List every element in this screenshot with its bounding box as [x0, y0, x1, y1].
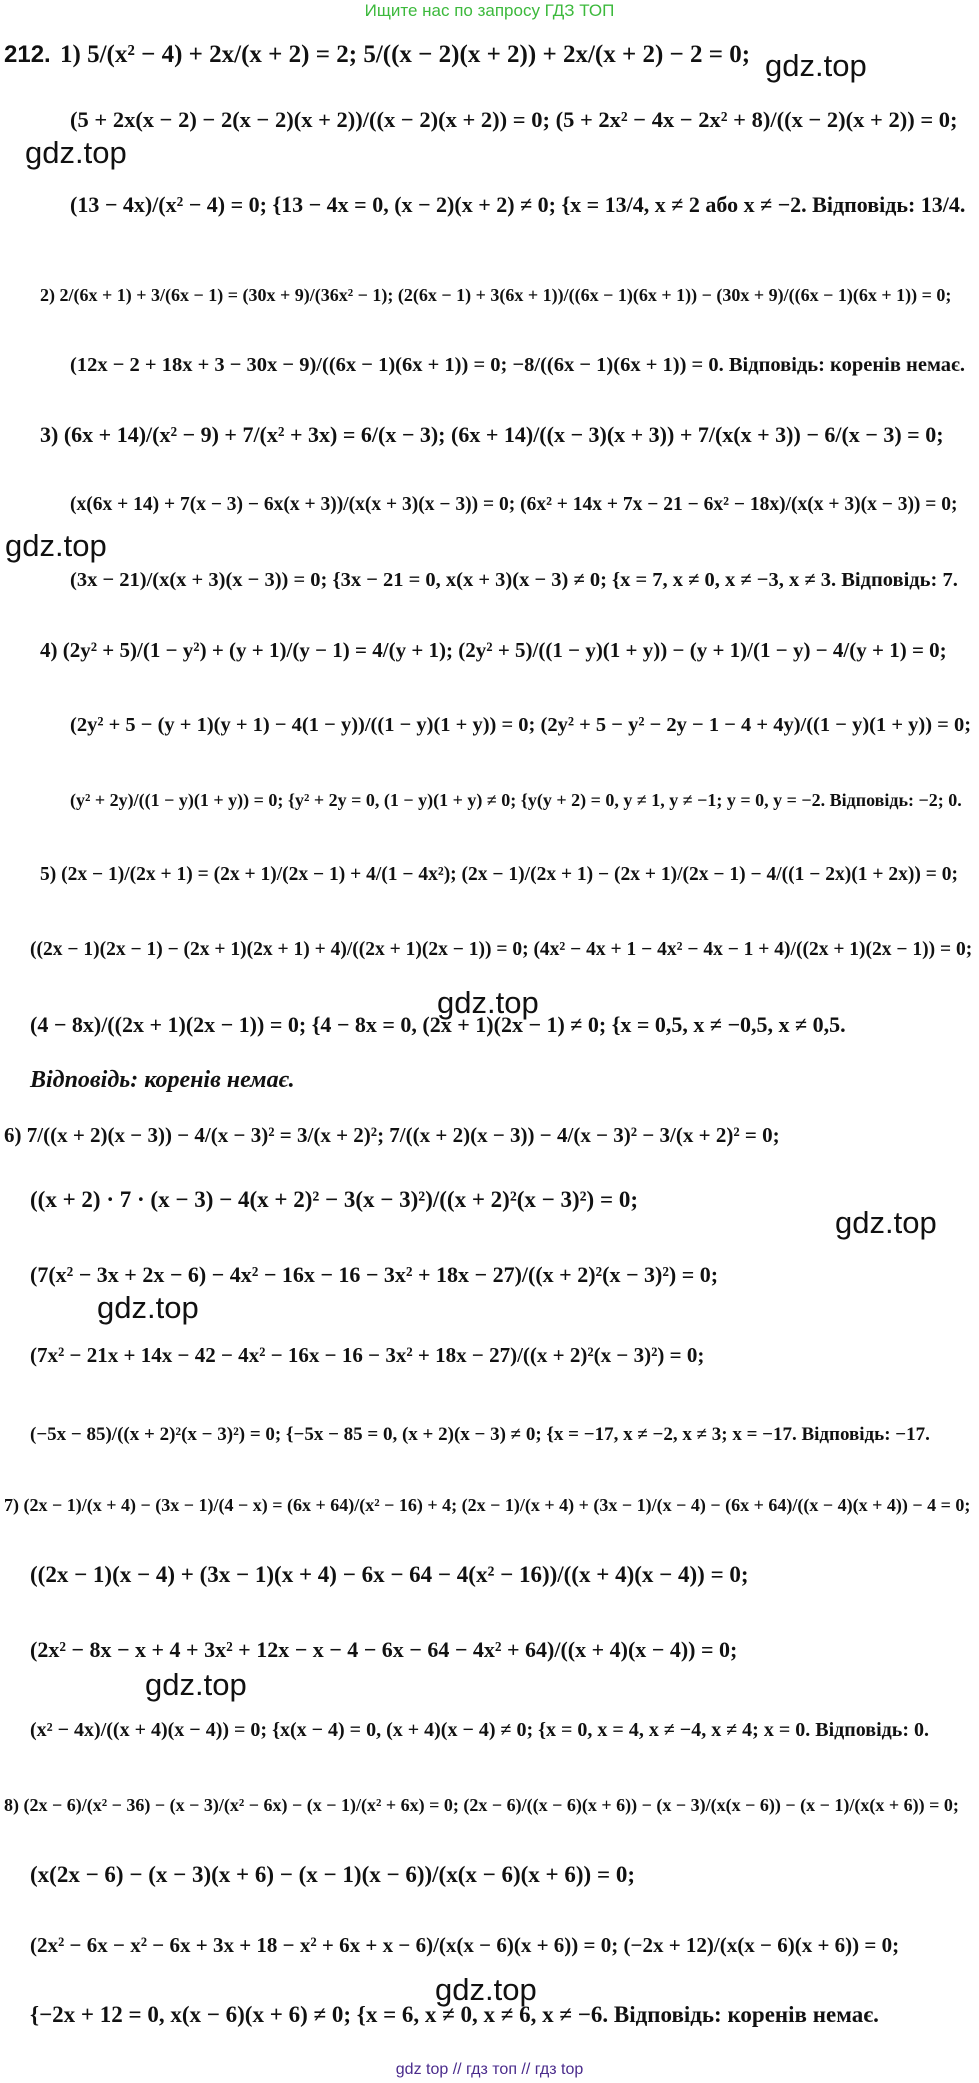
- problem-number: 212.: [4, 41, 51, 68]
- solution-line-27: {−2x + 12 = 0, x(x − 6)(x + 6) ≠ 0; {x = 6, x ≠ 0, x ≠ 6, x ≠ −6. Відповідь: коренів немає.: [30, 2002, 879, 2027]
- solution-line-10: (2y² + 5 − (y + 1)(y + 1) − 4(1 − y))/((1 − y)(1 + y)) = 0; (2y² + 5 − y² − 2y − 1 − 4 + 4y)/((1 − y)(1 + y)) = 0;: [70, 714, 972, 736]
- header-search-link[interactable]: Ищите нас по запросу ГДЗ ТОП: [364, 1, 615, 20]
- solution-line-11: (y² + 2y)/((1 − y)(1 + y)) = 0; {y² + 2y = 0, (1 − y)(1 + y) ≠ 0; {y(y + 2) = 0, y ≠ 1, y ≠ −1; y = 0, y = −2. Відповідь: −2; 0.: [70, 790, 962, 810]
- solution-line-17: (7(x² − 3x + 2x − 6) − 4x² − 16x − 16 − 3x² + 18x − 27)/((x + 2)²(x − 3)²) = 0;: [30, 1262, 719, 1287]
- solution-line-20: 7) (2x − 1)/(x + 4) − (3x − 1)/(4 − x) = (6x + 64)/(x² − 16) + 4; (2x − 1)/(x + 4) + (3x − 1)/(x − 4) − (6x + 64)/((x − 4)(x + 4)) − 4 = 0;: [4, 1495, 971, 1515]
- solution-line-24: 8) (2x − 6)/(x² − 36) − (x − 3)/(x² − 6x) − (x − 1)/(x² + 6x) = 0; (2x − 6)/((x − 6)(x + 6)) − (x − 3)/(x(x − 6)) − (x − 1)/(x(x + 6)) = 0;: [4, 1795, 959, 1815]
- solution-line-2: (5 + 2x(x − 2) − 2(x − 2)(x + 2))/((x − 2)(x + 2)) = 0; (5 + 2x² − 4x − 2x² + 8)/((x − 2)(x + 2)) = 0;: [70, 107, 958, 132]
- watermark: gdz.top: [25, 135, 127, 170]
- watermark: gdz.top: [765, 48, 867, 83]
- solution-line-5: (12x − 2 + 18x + 3 − 30x − 9)/((6x − 1)(6x + 1)) = 0; −8/((6x − 1)(6x + 1)) = 0. Відповідь: коренів немає.: [70, 354, 966, 376]
- solution-line-7: (x(6x + 14) + 7(x − 3) − 6x(x + 3))/(x(x + 3)(x − 3)) = 0; (6x² + 14x + 7x − 21 − 6x² − 18x)/(x(x + 3)(x − 3)) = 0;: [70, 494, 958, 515]
- watermark: gdz.top: [5, 528, 107, 563]
- solution-line-8: (3x − 21)/(x(x + 3)(x − 3)) = 0; {3x − 21 = 0, x(x + 3)(x − 3) ≠ 0; {x = 7, x ≠ 0, x ≠ −3, x ≠ 3. Відповідь: 7.: [70, 569, 958, 591]
- solution-line-23: (x² − 4x)/((x + 4)(x − 4)) = 0; {x(x − 4) = 0, (x + 4)(x − 4) ≠ 0; {x = 0, x = 4, x ≠ −4, x ≠ 4; x = 0. Відповідь: 0.: [30, 1719, 929, 1741]
- watermark: gdz.top: [437, 985, 539, 1020]
- solution-line-19: (−5x − 85)/((x + 2)²(x − 3)²) = 0; {−5x − 85 = 0, (x + 2)(x − 3) ≠ 0; {x = −17, x ≠ −2, x ≠ 3; x = −17. Відповідь: −17.: [30, 1424, 930, 1445]
- footer-text: gdz top // гдз топ // гдз top: [395, 2061, 584, 2078]
- solution-line-26: (2x² − 6x − x² − 6x + 3x + 18 − x² + 6x + x − 6)/(x(x − 6)(x + 6)) = 0; (−2x + 12)/(x(x − 6)(x + 6)) = 0;: [30, 1933, 900, 1957]
- watermark: gdz.top: [835, 1205, 937, 1240]
- solution-line-4: 2) 2/(6x + 1) + 3/(6x − 1) = (30x + 9)/(36x² − 1); (2(6x − 1) + 3(6x + 1))/((6x − 1)(6x + 1)) − (30x + 9)/((6x − 1)(6x + 1)) = 0;: [40, 285, 952, 305]
- solution-line-16: ((x + 2) · 7 · (x − 3) − 4(x + 2)² − 3(x − 3)²)/((x + 2)²(x − 3)²) = 0;: [30, 1187, 638, 1212]
- solution-line-13: ((2x − 1)(2x − 1) − (2x + 1)(2x + 1) + 4)/((2x + 1)(2x − 1)) = 0; (4x² − 4x + 1 − 4x² − 4x − 1 + 4)/((2x + 1)(2x − 1)) = 0;: [30, 939, 973, 960]
- solution-line-18: (7x² − 21x + 14x − 42 − 4x² − 16x − 16 − 3x² + 18x − 27)/((x + 2)²(x − 3)²) = 0;: [30, 1343, 705, 1367]
- solution-line-12: 5) (2x − 1)/(2x + 1) = (2x + 1)/(2x − 1) + 4/(1 − 4x²); (2x − 1)/(2x + 1) − (2x + 1)/(2x − 1) − 4/((1 − 2x)(1 + 2x)) = 0;: [40, 864, 958, 885]
- solution-line-22: (2x² − 8x − x + 4 + 3x² + 12x − x − 4 − 6x − 64 − 4x² + 64)/((x + 4)(x − 4)) = 0;: [30, 1637, 738, 1662]
- watermark: gdz.top: [97, 1290, 199, 1325]
- solution-line-15: 6) 7/((x + 2)(x − 3)) − 4/(x − 3)² = 3/(x + 2)²; 7/((x + 2)(x − 3)) − 4/(x − 3)² − 3/(x + 2)² = 0;: [4, 1123, 780, 1147]
- solution-line-9: 4) (2y² + 5)/(1 − y²) + (y + 1)/(y − 1) = 4/(y + 1); (2y² + 5)/((1 − y)(1 + y)) − (y + 1)/(1 − y) − 4/(y + 1) = 0;: [40, 638, 947, 662]
- solution-line-14: (4 − 8x)/((2x + 1)(2x − 1)) = 0; {4 − 8x = 0, (2x + 1)(2x − 1) ≠ 0; {x = 0,5, x ≠ −0,5, x ≠ 0,5.: [30, 1012, 846, 1037]
- solution-line-25: (x(2x − 6) − (x − 3)(x + 6) − (x − 1)(x − 6))/(x(x − 6)(x + 6)) = 0;: [30, 1862, 635, 1887]
- watermark: gdz.top: [145, 1667, 247, 1702]
- solution-line-21: ((2x − 1)(x − 4) + (3x − 1)(x + 4) − 6x − 64 − 4(x² − 16))/((x + 4)(x − 4)) = 0;: [30, 1562, 749, 1587]
- watermark: gdz.top: [435, 1972, 537, 2007]
- answer-5: Відповідь: коренів немає.: [30, 1067, 295, 1093]
- solution-line-3: (13 − 4x)/(x² − 4) = 0; {13 − 4x = 0, (x − 2)(x + 2) ≠ 0; {x = 13/4, x ≠ 2 або x ≠ −2. Відповідь: 13/4.: [70, 192, 966, 217]
- solution-line-6: 3) (6x + 14)/(x² − 9) + 7/(x² + 3x) = 6/(x − 3); (6x + 14)/((x − 3)(x + 3)) + 7/(x(x + 3)) − 6/(x − 3) = 0;: [40, 422, 944, 447]
- solution-line-1: 1) 5/(x² − 4) + 2x/(x + 2) = 2; 5/((x − 2)(x + 2)) + 2x/(x + 2) − 2 = 0;: [60, 41, 751, 68]
